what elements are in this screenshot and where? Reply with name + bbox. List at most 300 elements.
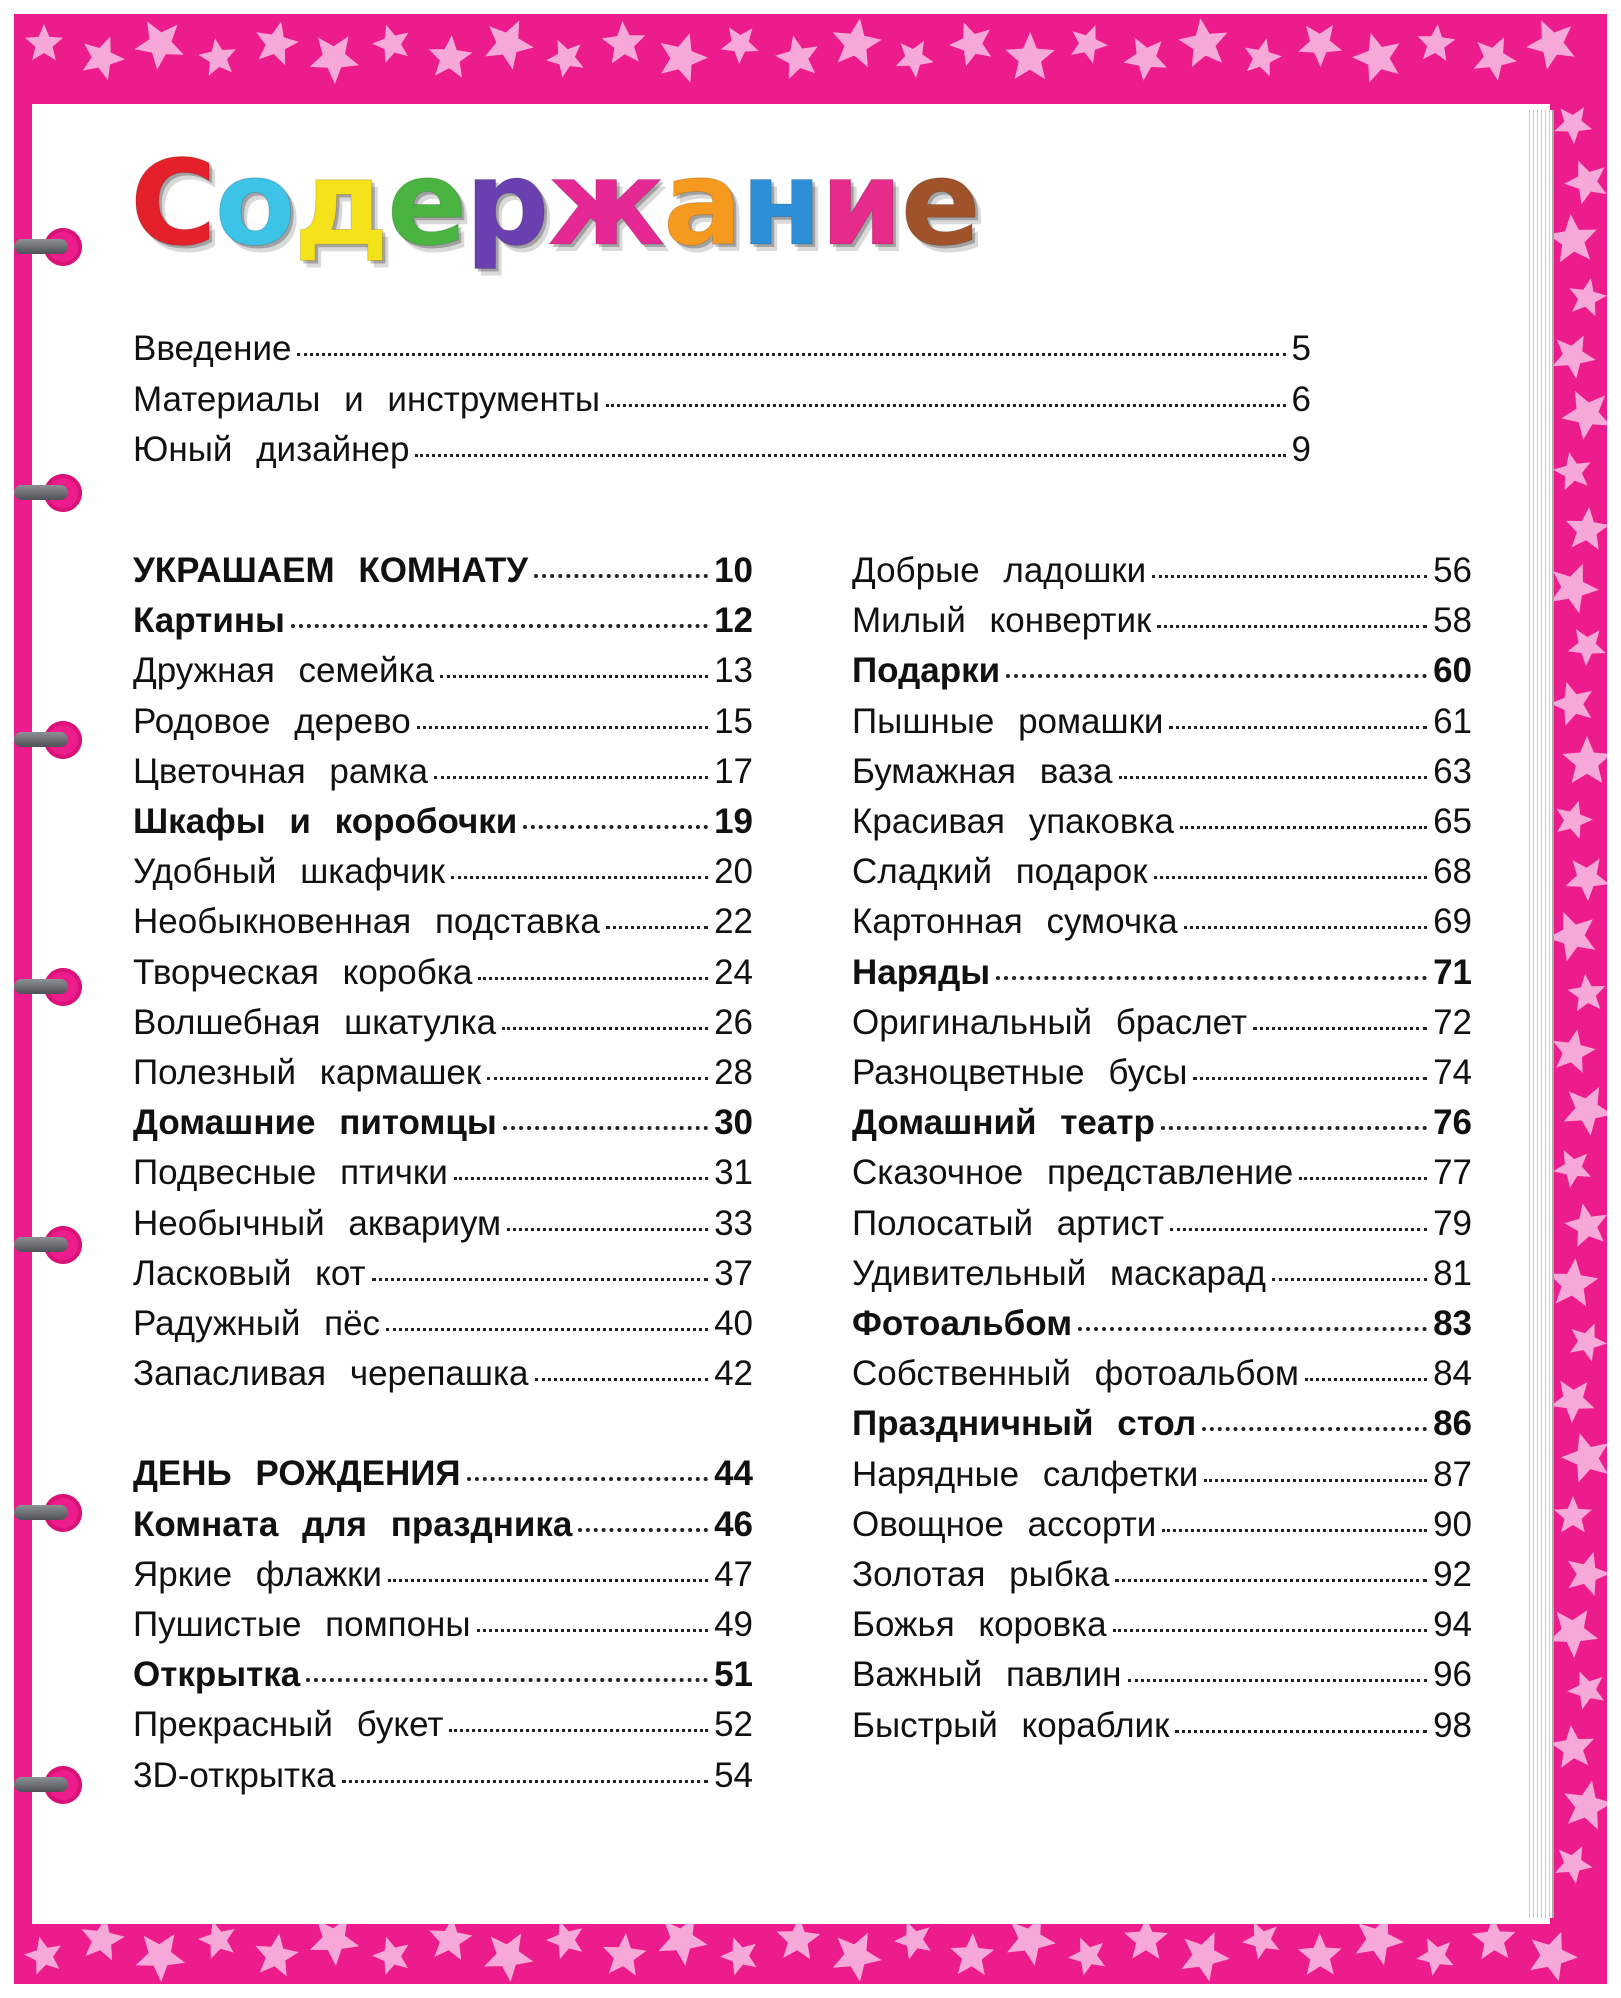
- toc-leader-dots: [534, 574, 708, 578]
- toc-leader-dots: [1157, 625, 1427, 628]
- toc-page-number: 58: [1433, 601, 1472, 641]
- toc-leader-dots: [1162, 1529, 1427, 1532]
- toc-page-number: 72: [1433, 1002, 1472, 1042]
- star-icon: [1551, 1725, 1595, 1768]
- toc-entry-title: Овощное ассорти: [852, 1504, 1157, 1544]
- toc-entry[interactable]: [852, 1603, 1472, 1647]
- toc-leader-dots: [1175, 1730, 1427, 1733]
- star-icon: [1561, 1433, 1607, 1482]
- star-icon: [546, 1921, 582, 1959]
- star-icon: [1568, 629, 1606, 666]
- toc-entry-title: Наряды: [852, 952, 991, 992]
- toc-leader-dots: [306, 1678, 708, 1682]
- toc-entry[interactable]: [852, 1553, 1472, 1597]
- toc-page-number: 74: [1433, 1053, 1472, 1092]
- star-icon: [602, 21, 646, 63]
- star-icon: [1298, 25, 1342, 67]
- toc-entry-title: Радужный пёс: [133, 1304, 381, 1343]
- toc-entry[interactable]: [133, 549, 753, 593]
- star-icon: [1551, 564, 1599, 613]
- toc-entry[interactable]: [133, 1703, 753, 1747]
- toc-leader-dots: [1128, 1679, 1428, 1682]
- star-icon: [135, 21, 184, 69]
- toc-page-number: 81: [1433, 1253, 1472, 1293]
- toc-entry-title: Сказочное представление: [852, 1153, 1294, 1193]
- toc-entry[interactable]: [133, 850, 753, 894]
- toc-entry-title: Домашние питомцы: [133, 1103, 497, 1143]
- toc-leader-dots: [1170, 1228, 1427, 1231]
- toc-page-number: 46: [714, 1504, 753, 1544]
- toc-entry-title: Бумажная ваза: [852, 751, 1113, 791]
- toc-page-number: 71: [1433, 952, 1472, 992]
- star-icon: [485, 21, 534, 70]
- star-icon: [1071, 25, 1108, 63]
- toc-entry-title: ДЕНЬ РОЖДЕНИЯ: [133, 1454, 461, 1494]
- toc-entry-title: Оригинальный браслет: [852, 1002, 1248, 1042]
- binding-ring: [0, 222, 92, 286]
- toc-entry[interactable]: [133, 900, 753, 944]
- toc-entry[interactable]: [852, 1051, 1472, 1095]
- toc-leader-dots: [1180, 826, 1427, 829]
- toc-leader-dots: [1305, 1378, 1427, 1381]
- toc-leader-dots: [503, 1126, 708, 1130]
- toc-leader-dots: [1113, 1629, 1427, 1632]
- toc-entry-title: Добрые ладошки: [852, 551, 1147, 590]
- toc-entry[interactable]: [133, 700, 753, 744]
- toc-leader-dots: [386, 1328, 708, 1331]
- toc-entry-title: Материалы и инструменты: [133, 379, 601, 419]
- star-icon: [546, 40, 583, 78]
- title-letter: ж: [547, 134, 663, 272]
- toc-leader-dots: [342, 1780, 708, 1783]
- star-icon: [1562, 736, 1607, 783]
- star-icon: [896, 41, 934, 78]
- toc-page-number: 84: [1433, 1354, 1472, 1394]
- star-icon: [1554, 107, 1592, 144]
- star-icon: [1570, 278, 1607, 316]
- star-icon: [1553, 1150, 1591, 1188]
- toc-page-number: 86: [1433, 1404, 1472, 1444]
- page-title: [130, 128, 1130, 288]
- toc-entry[interactable]: [852, 1202, 1472, 1246]
- toc-entry-title: Дружная семейка: [133, 651, 435, 691]
- toc-leader-dots: [478, 977, 708, 980]
- toc-entry-title: Сладкий подарок: [852, 852, 1148, 892]
- star-icon: [1547, 912, 1595, 961]
- toc-entry[interactable]: [133, 1252, 753, 1296]
- star-icon: [136, 1934, 185, 1982]
- star-icon: [255, 1933, 298, 1976]
- star-icon: [603, 1933, 647, 1976]
- star-icon: [1567, 1672, 1604, 1710]
- star-icon: [1474, 37, 1517, 80]
- ring-wire: [14, 485, 68, 500]
- toc-leader-dots: [1193, 1077, 1427, 1080]
- toc-page-number: 9: [1291, 430, 1311, 469]
- toc-entry-title: Пышные ромашки: [852, 701, 1164, 741]
- toc-page-number: 40: [714, 1304, 753, 1343]
- title-letter: н: [740, 134, 821, 272]
- toc-entry[interactable]: [133, 1553, 753, 1597]
- toc-page-number: 44: [714, 1454, 753, 1494]
- star-icon: [1352, 33, 1399, 82]
- toc-leader-dots: [477, 1629, 709, 1632]
- toc-entry-title: Праздничный стол: [852, 1404, 1197, 1444]
- toc-leader-dots: [523, 825, 708, 829]
- toc-entry[interactable]: [852, 1653, 1472, 1697]
- toc-leader-dots: [1161, 1126, 1427, 1130]
- star-icon: [1552, 336, 1595, 379]
- toc-entry-title: Шкафы и коробочки: [133, 802, 518, 841]
- toc-page-number: 68: [1433, 852, 1472, 892]
- toc-entry[interactable]: [852, 1151, 1472, 1195]
- toc-page-number: 10: [714, 551, 753, 590]
- toc-leader-dots: [1184, 926, 1427, 929]
- toc-entry[interactable]: [133, 1001, 753, 1045]
- toc-entry[interactable]: [133, 1653, 753, 1697]
- toc-entry[interactable]: [852, 900, 1472, 944]
- star-icon: [1418, 24, 1456, 61]
- toc-entry[interactable]: [133, 599, 753, 643]
- toc-entry[interactable]: [852, 750, 1472, 794]
- star-icon: [1530, 1932, 1578, 1981]
- toc-leader-dots: [291, 624, 708, 628]
- star-icon: [1557, 801, 1594, 839]
- toc-page-number: 87: [1433, 1454, 1472, 1494]
- toc-leader-dots: [417, 726, 708, 729]
- toc-entry[interactable]: [133, 1352, 753, 1396]
- toc-page-number: 65: [1433, 802, 1472, 841]
- star-icon: [1555, 1846, 1593, 1884]
- toc-page-number: 31: [714, 1153, 753, 1193]
- star-icon: [1416, 1938, 1453, 1976]
- toc-page-number: 69: [1433, 902, 1472, 942]
- star-icon: [1564, 1203, 1607, 1247]
- toc-entry-title: Красивая упаковка: [852, 802, 1174, 841]
- star-icon: [1568, 974, 1606, 1011]
- binding-ring: [0, 1220, 92, 1284]
- star-icon: [1566, 859, 1608, 901]
- ring-wire: [14, 979, 68, 994]
- toc-leader-dots: [1006, 674, 1427, 678]
- toc-leader-dots: [467, 1477, 708, 1481]
- title-letter: е: [387, 134, 466, 272]
- toc-leader-dots: [606, 926, 708, 929]
- star-icon: [1564, 1087, 1607, 1136]
- star-icon: [949, 23, 991, 67]
- toc-entry-title: Родовое дерево: [133, 701, 411, 741]
- toc-entry[interactable]: [852, 599, 1472, 643]
- star-icon: [1182, 1932, 1230, 1981]
- page-edge-stack: [1526, 110, 1554, 1918]
- toc-entry-title: УКРАШАЕМ КОМНАТУ: [133, 551, 529, 590]
- star-icon: [24, 1937, 61, 1975]
- toc-page-number: 61: [1433, 701, 1472, 741]
- toc-entry[interactable]: [133, 1302, 753, 1346]
- title-letter: о: [214, 134, 294, 272]
- toc-entry[interactable]: [852, 1352, 1472, 1396]
- toc-entry[interactable]: [133, 428, 1311, 472]
- title-letter: р: [465, 134, 548, 272]
- toc-entry-title: Быстрый кораблик: [852, 1705, 1170, 1745]
- toc-entry-title: Важный павлин: [852, 1655, 1122, 1695]
- star-icon: [1550, 682, 1592, 726]
- toc-page-number: 83: [1433, 1304, 1472, 1343]
- star-icon: [833, 1933, 882, 1982]
- toc-page-number: 33: [714, 1203, 753, 1243]
- toc-page-number: 96: [1433, 1655, 1472, 1695]
- star-icon: [1553, 452, 1590, 490]
- toc-entry[interactable]: [852, 1001, 1472, 1045]
- toc-page-number: 12: [714, 601, 753, 641]
- star-icon: [1564, 161, 1606, 205]
- toc-page-number: 20: [714, 852, 753, 892]
- toc-leader-dots: [388, 1579, 708, 1582]
- toc-leader-dots: [1119, 776, 1428, 779]
- toc-entry[interactable]: [852, 1503, 1472, 1547]
- star-icon: [1005, 32, 1055, 79]
- star-icon: [833, 18, 882, 67]
- toc-leader-dots: [535, 1378, 709, 1381]
- star-icon: [661, 33, 708, 82]
- toc-entry-title: Подарки: [852, 651, 1001, 691]
- toc-entry[interactable]: [133, 1503, 753, 1547]
- toc-leader-dots: [507, 1228, 708, 1231]
- toc-entry[interactable]: [133, 378, 1311, 422]
- toc-entry-title: Запасливая черепашка: [133, 1354, 529, 1394]
- toc-page-number: 26: [714, 1002, 753, 1042]
- star-icon: [894, 1921, 931, 1959]
- star-icon: [429, 35, 473, 78]
- star-icon: [720, 1937, 757, 1975]
- toc-leader-dots: [372, 1278, 709, 1281]
- toc-leader-dots: [1154, 876, 1428, 879]
- star-icon: [1526, 20, 1575, 69]
- toc-leader-dots: [1202, 1427, 1427, 1431]
- star-icon: [950, 1933, 994, 1975]
- toc-page-number: 51: [714, 1655, 753, 1695]
- toc-entry-title: Открытка: [133, 1655, 301, 1695]
- toc-page-number: 94: [1433, 1605, 1472, 1645]
- toc-entry[interactable]: [133, 327, 1311, 371]
- toc-entry-title: Необыкновенная подставка: [133, 902, 600, 942]
- toc-page-number: 76: [1433, 1103, 1472, 1143]
- toc-entry[interactable]: [852, 1704, 1472, 1748]
- star-icon: [372, 1937, 408, 1975]
- star-icon: [1553, 1029, 1596, 1073]
- star-icon: [198, 38, 236, 75]
- star-icon: [1245, 39, 1282, 77]
- toc-leader-dots: [454, 1177, 708, 1180]
- toc-entry-title: Нарядные салфетки: [852, 1454, 1199, 1494]
- toc-entry[interactable]: [133, 1051, 753, 1095]
- toc-entry[interactable]: [133, 750, 753, 794]
- star-icon: [1568, 1552, 1607, 1596]
- toc-entry[interactable]: [852, 549, 1472, 593]
- toc-entry[interactable]: [133, 649, 753, 693]
- toc-entry-title: Милый конвертик: [852, 601, 1152, 641]
- star-icon: [1561, 391, 1607, 440]
- toc-entry[interactable]: [133, 1101, 753, 1145]
- toc-leader-dots: [1115, 1579, 1427, 1582]
- toc-page-number: 30: [714, 1103, 753, 1143]
- star-icon: [1554, 1496, 1592, 1532]
- toc-page-number: 13: [714, 651, 753, 691]
- toc-entry[interactable]: [133, 1151, 753, 1195]
- toc-entry[interactable]: [133, 951, 753, 995]
- star-icon: [372, 25, 408, 63]
- toc-entry-title: Полезный кармашек: [133, 1053, 482, 1092]
- toc-entry-title: Яркие флажки: [133, 1554, 382, 1594]
- title-letter: е: [900, 134, 979, 272]
- star-icon: [1564, 1781, 1607, 1830]
- toc-entry-title: Фотоальбом: [852, 1304, 1073, 1343]
- toc-page-number: 98: [1433, 1705, 1472, 1745]
- toc-page-number: 15: [714, 701, 753, 741]
- title-letter: д: [293, 134, 387, 272]
- binding-ring: [0, 715, 92, 779]
- toc-entry[interactable]: [852, 1453, 1472, 1497]
- binding-ring: [0, 962, 92, 1026]
- toc-entry[interactable]: [133, 1202, 753, 1246]
- star-icon: [1123, 38, 1167, 81]
- toc-entry-title: Введение: [133, 329, 292, 368]
- toc-entry-title: Удобный шкафчик: [133, 852, 445, 892]
- binding-ring: [0, 468, 92, 532]
- toc-page-number: 79: [1433, 1203, 1472, 1243]
- toc-entry-title: Волшебная шкатулка: [133, 1002, 497, 1042]
- title-letter: и: [820, 134, 901, 272]
- toc-entry-title: Картонная сумочка: [852, 902, 1178, 942]
- toc-page-number: 77: [1433, 1153, 1472, 1193]
- toc-entry[interactable]: [133, 1603, 753, 1647]
- star-icon: [256, 22, 299, 66]
- toc-leader-dots: [449, 1729, 708, 1732]
- star-icon: [775, 36, 818, 80]
- toc-entry[interactable]: [133, 800, 753, 844]
- star-icon: [310, 1918, 359, 1966]
- ring-wire: [14, 1505, 68, 1520]
- toc-page-number: 37: [714, 1253, 753, 1293]
- toc-leader-dots: [297, 353, 1285, 356]
- toc-entry[interactable]: [852, 951, 1472, 995]
- toc-leader-dots: [1204, 1479, 1427, 1482]
- toc-entry[interactable]: [852, 1101, 1472, 1145]
- title-letter: а: [662, 134, 741, 272]
- toc-entry-title: Необычный аквариум: [133, 1203, 502, 1243]
- star-icon: [1242, 1922, 1279, 1960]
- toc-page-number: 17: [714, 751, 753, 791]
- toc-entry-title: Золотая рыбка: [852, 1555, 1110, 1594]
- toc-page-number: 47: [714, 1554, 753, 1594]
- toc-leader-dots: [996, 976, 1427, 980]
- toc-entry-title: Цветочная рамка: [133, 751, 428, 791]
- toc-entry-title: Собственный фотоальбом: [852, 1354, 1299, 1394]
- toc-entry-title: Божья коровка: [852, 1605, 1107, 1645]
- toc-leader-dots: [578, 1528, 708, 1532]
- star-icon: [1549, 1258, 1598, 1306]
- toc-entry[interactable]: [852, 1402, 1472, 1446]
- toc-entry-title: Пушистые помпоны: [133, 1605, 471, 1644]
- toc-entry[interactable]: [852, 850, 1472, 894]
- toc-entry-title: Разноцветные бусы: [852, 1053, 1188, 1092]
- toc-page-number: 6: [1291, 379, 1311, 419]
- toc-leader-dots: [1299, 1177, 1427, 1180]
- binding-ring: [0, 1488, 92, 1552]
- toc-leader-dots: [1152, 575, 1427, 578]
- toc-entry-title: Удивительный маскарад: [852, 1253, 1266, 1293]
- toc-leader-dots: [440, 675, 708, 678]
- toc-entry-title: Подвесные птички: [133, 1153, 448, 1193]
- toc-page-number: 28: [714, 1053, 753, 1092]
- star-icon: [198, 1921, 235, 1959]
- toc-page-number: 60: [1433, 651, 1472, 691]
- toc-entry[interactable]: [133, 1754, 753, 1798]
- toc-leader-dots: [1169, 726, 1427, 729]
- toc-entry-title: Комната для праздника: [133, 1504, 573, 1544]
- toc-page-number: 92: [1433, 1555, 1472, 1594]
- star-icon: [1566, 507, 1607, 550]
- toc-entry-title: Картины: [133, 601, 285, 641]
- toc-entry[interactable]: [852, 1302, 1472, 1346]
- star-icon: [310, 36, 359, 84]
- toc-page-number: 63: [1433, 751, 1472, 791]
- toc-entry-title: Прекрасный букет: [133, 1705, 444, 1745]
- toc-entry[interactable]: [852, 700, 1472, 744]
- toc-entry-title: Полосатый артист: [852, 1203, 1165, 1243]
- toc-page-number: 49: [714, 1605, 753, 1644]
- star-icon: [721, 27, 759, 64]
- toc-page-number: 24: [714, 952, 753, 992]
- toc-leader-dots: [1078, 1327, 1427, 1331]
- toc-leader-dots: [606, 404, 1285, 407]
- toc-entry[interactable]: [852, 800, 1472, 844]
- ring-wire: [14, 732, 68, 747]
- ring-wire: [14, 239, 68, 254]
- toc-entry[interactable]: [133, 1452, 753, 1496]
- toc-page-number: 54: [714, 1755, 753, 1795]
- toc-leader-dots: [415, 454, 1285, 457]
- star-icon: [1570, 1324, 1607, 1362]
- toc-entry[interactable]: [852, 1252, 1472, 1296]
- toc-entry-title: Юный дизайнер: [133, 430, 410, 469]
- toc-page-number: 42: [714, 1354, 753, 1394]
- toc-leader-dots: [1253, 1027, 1427, 1030]
- title-letter: С: [130, 134, 215, 272]
- star-icon: [1298, 1933, 1342, 1975]
- toc-leader-dots: [1272, 1278, 1427, 1281]
- toc-page-number: 5: [1291, 329, 1311, 368]
- binding-ring: [0, 1760, 92, 1824]
- star-icon: [1178, 18, 1227, 67]
- toc-entry-title: Ласковый кот: [133, 1253, 366, 1293]
- star-icon: [1551, 1381, 1595, 1423]
- toc-page-number: 56: [1433, 551, 1472, 590]
- toc-leader-dots: [451, 876, 708, 879]
- ring-wire: [14, 1777, 68, 1792]
- ring-wire: [14, 1237, 68, 1252]
- star-icon: [659, 1917, 708, 1966]
- toc-page-number: 19: [714, 802, 753, 841]
- toc-entry-title: Домашний театр: [852, 1103, 1155, 1143]
- star-icon: [1548, 214, 1597, 262]
- toc-entry-title: Творческая коробка: [133, 952, 473, 992]
- toc-entry-title: 3D-открытка: [133, 1755, 336, 1795]
- toc-leader-dots: [487, 1077, 708, 1080]
- toc-entry[interactable]: [852, 649, 1472, 693]
- toc-page-number: 90: [1433, 1504, 1472, 1544]
- star-icon: [25, 24, 63, 60]
